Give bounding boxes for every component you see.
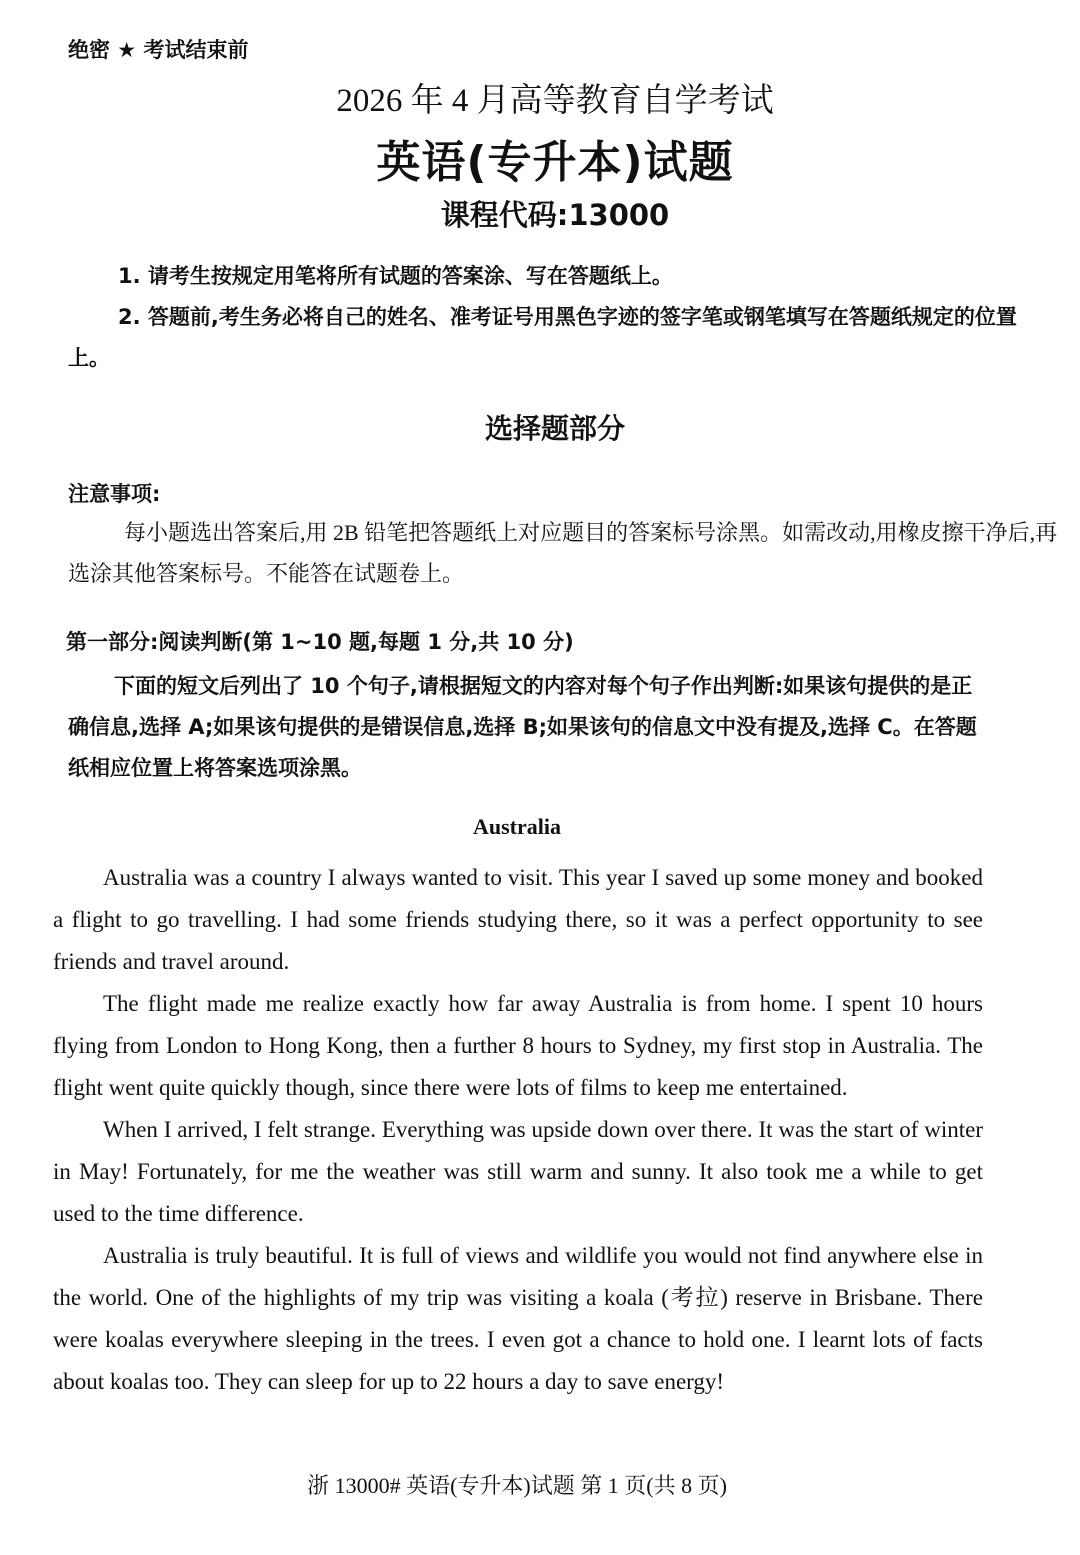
subject-title: 英语(专升本)试题 [376,137,734,188]
notice-heading: 注意事项: [68,482,161,506]
passage-paragraph: When I arrived, I felt strange. Everything was upside down over there. It was the start of winter in May! Fortunately, for me the weather was still warm and sunny. It also took me a while to get used to the time difference. [53,1117,983,1226]
passage-paragraph: Australia was a country I always wanted to visit. This year I saved up some money and booked a flight to go travelling. I had some friends studying there, so it was a perfect opportunity to see friends and travel around. [53,865,983,974]
part1-description [68,666,988,789]
course-code: 课程代码:13000 [440,198,670,232]
secret-label: 绝密 ★ 考试结束前 [68,38,249,62]
notice-body [68,512,1058,594]
instruction-item: 1. 请考生按规定用笔将所有试题的答案涂、写在答题纸上。 [118,264,673,288]
notice-text: 每小题选出答案后,用 2B 铅笔把答题纸上对应题目的答案标号涂黑。如需改动,用橡皮擦干净后,再选涂其他答案标号。不能答在试题卷上。 [68,520,1058,586]
passage-paragraph: Australia is truly beautiful. It is full of views and wildlife you would not find anywhere else in the world. One of the highlights of my trip was visiting a koala (考拉) reserve in Brisbane. There were koalas everywhere sleeping in the trees. I even got a chance to hold one. I learnt lots of facts about koalas too. They can sleep for up to 22 hours a day to save energy! [53,1243,983,1394]
page-footer: 浙 13000# 英语(专升本)试题 第 1 页(共 8 页) [307,1473,727,1498]
instructions [68,256,1058,379]
passage-body [53,857,983,1403]
instruction-item: 2. 答题前,考生务必将自己的姓名、准考证号用黑色字迹的签字笔或钢笔填写在答题纸规定的位置上。 [68,305,1017,370]
passage-title: Australia [473,814,561,839]
part1-description-text: 下面的短文后列出了 10 个句子,请根据短文的内容对每个句子作出判断:如果该句提供的是正确信息,选择 A;如果该句提供的是错误信息,选择 B;如果该句的信息文中没有提及,选择 C。在答题纸相应位置上将答案选项涂黑。 [68,674,977,780]
passage-paragraph: The flight made me realize exactly how far away Australia is from home. I spent 10 hours flying from London to Hong Kong, then a further 8 hours to Sydney, my first stop in Australia. The flight went quite quickly though, since there were lots of films to keep me entertained. [53,991,983,1100]
part1-heading: 第一部分:阅读判断(第 1~10 题,每题 1 分,共 10 分) [66,630,574,654]
exam-title: 2026 年 4 月高等教育自学考试 [336,83,774,119]
section-title: 选择题部分 [484,412,625,445]
